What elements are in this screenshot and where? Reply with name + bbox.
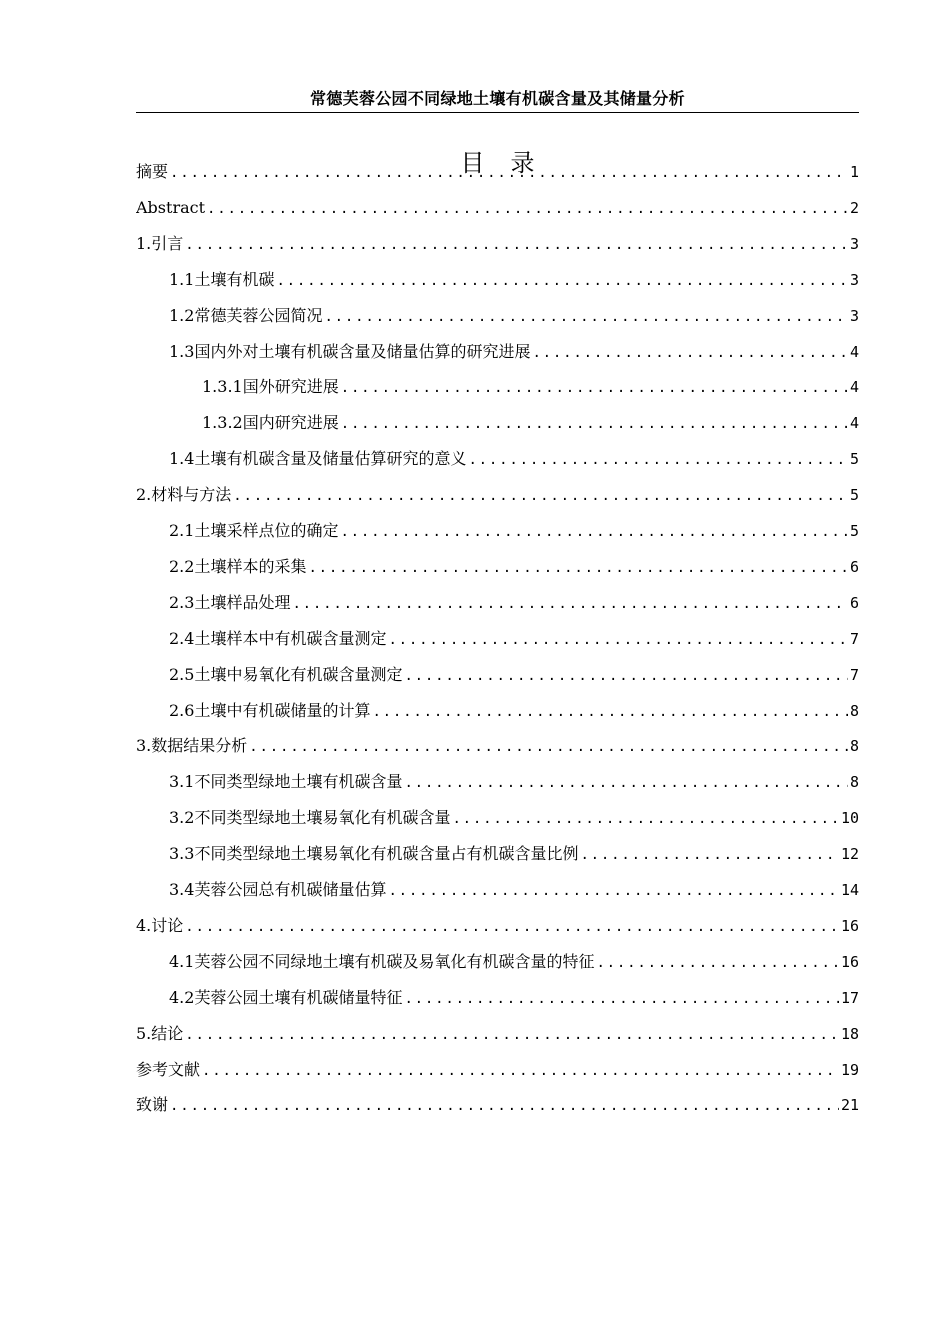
toc-entry-label: 3.4芙蓉公园总有机碳储量估算 (169, 880, 387, 899)
toc-entry[interactable] (169, 842, 859, 866)
toc-entry-label: 4.2芙蓉公园土壤有机碳储量特征 (169, 987, 403, 1007)
toc-title: 目录 (460, 149, 561, 177)
dot-leader (292, 592, 848, 615)
dot-leader (202, 1059, 839, 1082)
dot-leader (341, 412, 848, 435)
toc-entry-page-number: 4 (849, 342, 859, 361)
toc-entry[interactable] (169, 519, 859, 543)
toc-entry-page-number: 7 (849, 665, 859, 684)
dot-leader (185, 1023, 839, 1046)
dot-leader (404, 987, 838, 1010)
toc-entry-label: 1.3国内外对土壤有机碳含量及储量估算的研究进展 (169, 341, 531, 361)
toc-entry[interactable] (136, 914, 859, 938)
toc-entry-page-number: 5 (849, 450, 859, 469)
dot-leader (580, 843, 838, 866)
toc-entry[interactable] (169, 304, 859, 328)
toc-entry-label: 2.5土壤中易氧化有机碳含量测定 (169, 664, 403, 684)
toc-entry-label: 1.4土壤有机碳含量及储量估算研究的意义 (169, 449, 467, 469)
toc-entry-label: 3.2不同类型绿地土壤易氧化有机碳含量 (169, 808, 451, 828)
toc-entry[interactable] (202, 375, 859, 399)
toc-entry-page-number: 17 (840, 988, 859, 1007)
toc-entry-label: 3.数据结果分析 (136, 736, 248, 756)
dot-leader (372, 700, 848, 723)
toc-entry-label: 2.2土壤样本的采集 (169, 556, 307, 576)
toc-entry-label: 2.4土壤样本中有机碳含量测定 (169, 628, 387, 648)
toc-entry-label: 2.6土壤中有机碳储量的计算 (169, 700, 371, 720)
toc-entry-page-number: 3 (849, 234, 859, 253)
toc-entry-page-number: 3 (849, 270, 859, 289)
toc-entry-page-number: 6 (849, 593, 859, 612)
toc-entry[interactable] (169, 447, 859, 471)
toc-entry[interactable] (136, 196, 859, 220)
toc-entry[interactable] (169, 591, 859, 615)
toc-entry-page-number: 14 (840, 881, 859, 899)
toc-entry-label: 5.结论 (136, 1023, 184, 1043)
dot-leader (340, 520, 848, 543)
toc-entry[interactable] (169, 555, 859, 579)
dot-leader (404, 771, 848, 794)
dot-leader (170, 1094, 839, 1117)
toc-entry-label: 3.3不同类型绿地土壤易氧化有机碳含量占有机碳含量比例 (169, 844, 579, 864)
toc-entry-page-number: 12 (840, 845, 859, 864)
toc-entry[interactable] (169, 950, 859, 974)
toc-entry[interactable] (169, 770, 859, 794)
dot-leader (308, 556, 848, 579)
toc-entry[interactable] (169, 627, 859, 651)
toc-entry-label: 致谢 (136, 1095, 169, 1115)
toc-entry-page-number: 4 (849, 378, 859, 397)
dot-leader (233, 484, 848, 507)
toc-entry-page-number: 5 (849, 486, 859, 505)
dot-leader (404, 664, 848, 687)
dot-leader (170, 161, 848, 184)
toc-entry-label: 参考文献 (136, 1059, 201, 1079)
toc-entry-label: 1.1土壤有机碳 (169, 269, 275, 289)
toc-entry[interactable] (169, 878, 859, 902)
toc-entry-label: 2.材料与方法 (136, 485, 232, 505)
toc-entry[interactable] (136, 232, 859, 256)
toc-entry-label: 1.3.1国外研究进展 (202, 377, 339, 397)
toc-entry-label: 1.2常德芙蓉公园简况 (169, 305, 323, 325)
toc-entry-page-number: 10 (840, 809, 859, 828)
toc-entry[interactable] (136, 160, 859, 184)
toc-entry[interactable] (169, 699, 859, 723)
toc-entry-page-number: 5 (849, 522, 859, 540)
dot-leader (596, 951, 838, 974)
toc-entry-label: 摘要 (136, 162, 169, 181)
toc-entry[interactable] (169, 268, 859, 292)
dot-leader (452, 807, 838, 830)
toc-entry[interactable] (136, 1022, 859, 1046)
dot-leader (341, 376, 848, 399)
dot-leader (532, 341, 848, 364)
toc-entry[interactable] (169, 340, 859, 364)
toc-entry-label: 4.讨论 (136, 915, 184, 935)
toc-entry-page-number: 16 (840, 916, 859, 935)
toc-entry-page-number: 3 (849, 306, 859, 325)
toc-entry-label: 1.3.2国内研究进展 (202, 413, 339, 433)
toc-entry-page-number: 8 (849, 737, 859, 756)
dot-leader (276, 269, 848, 292)
dot-leader (468, 448, 848, 471)
running-header: 常德芙蓉公园不同绿地土壤有机碳含量及其储量分析 (310, 89, 685, 108)
toc-entry-page-number: 2 (849, 198, 859, 217)
toc-entry-page-number: 21 (840, 1096, 859, 1115)
toc-entry[interactable] (136, 1093, 859, 1117)
toc-entry-page-number: 19 (840, 1060, 859, 1079)
toc-entry-page-number: 16 (840, 952, 859, 971)
header-divider (136, 112, 859, 113)
toc-entry-label: 1.引言 (136, 233, 184, 253)
toc-entry[interactable] (136, 734, 859, 758)
toc-entry-label: 3.1不同类型绿地土壤有机碳含量 (169, 772, 403, 792)
toc-entry-page-number: 8 (849, 773, 859, 792)
toc-entry-page-number: 4 (849, 414, 859, 433)
dot-leader (185, 915, 839, 938)
toc-entry-page-number: 1 (849, 163, 859, 181)
toc-entry[interactable] (169, 986, 859, 1010)
toc-entry[interactable] (136, 1058, 859, 1082)
dot-leader (388, 628, 848, 651)
toc-entry[interactable] (169, 806, 859, 830)
toc-entry[interactable] (169, 663, 859, 687)
dot-leader (207, 197, 848, 220)
toc-entry-label: 2.3土壤样品处理 (169, 592, 291, 612)
toc-entry[interactable] (202, 411, 859, 435)
toc-entry-label: 4.1芙蓉公园不同绿地土壤有机碳及易氧化有机碳含量的特征 (169, 951, 595, 971)
toc-entry-page-number: 6 (849, 557, 859, 576)
toc-entry-page-number: 18 (840, 1024, 859, 1043)
toc-entry[interactable] (136, 483, 859, 507)
dot-leader (388, 879, 838, 902)
dot-leader (185, 233, 848, 256)
dot-leader (324, 305, 848, 328)
toc-entry-page-number: 7 (849, 629, 859, 648)
dot-leader (249, 735, 848, 758)
toc-entry-label: 2.1土壤采样点位的确定 (169, 521, 339, 540)
toc-entry-label: Abstract (136, 197, 206, 217)
toc-entry-page-number: 8 (849, 701, 859, 720)
